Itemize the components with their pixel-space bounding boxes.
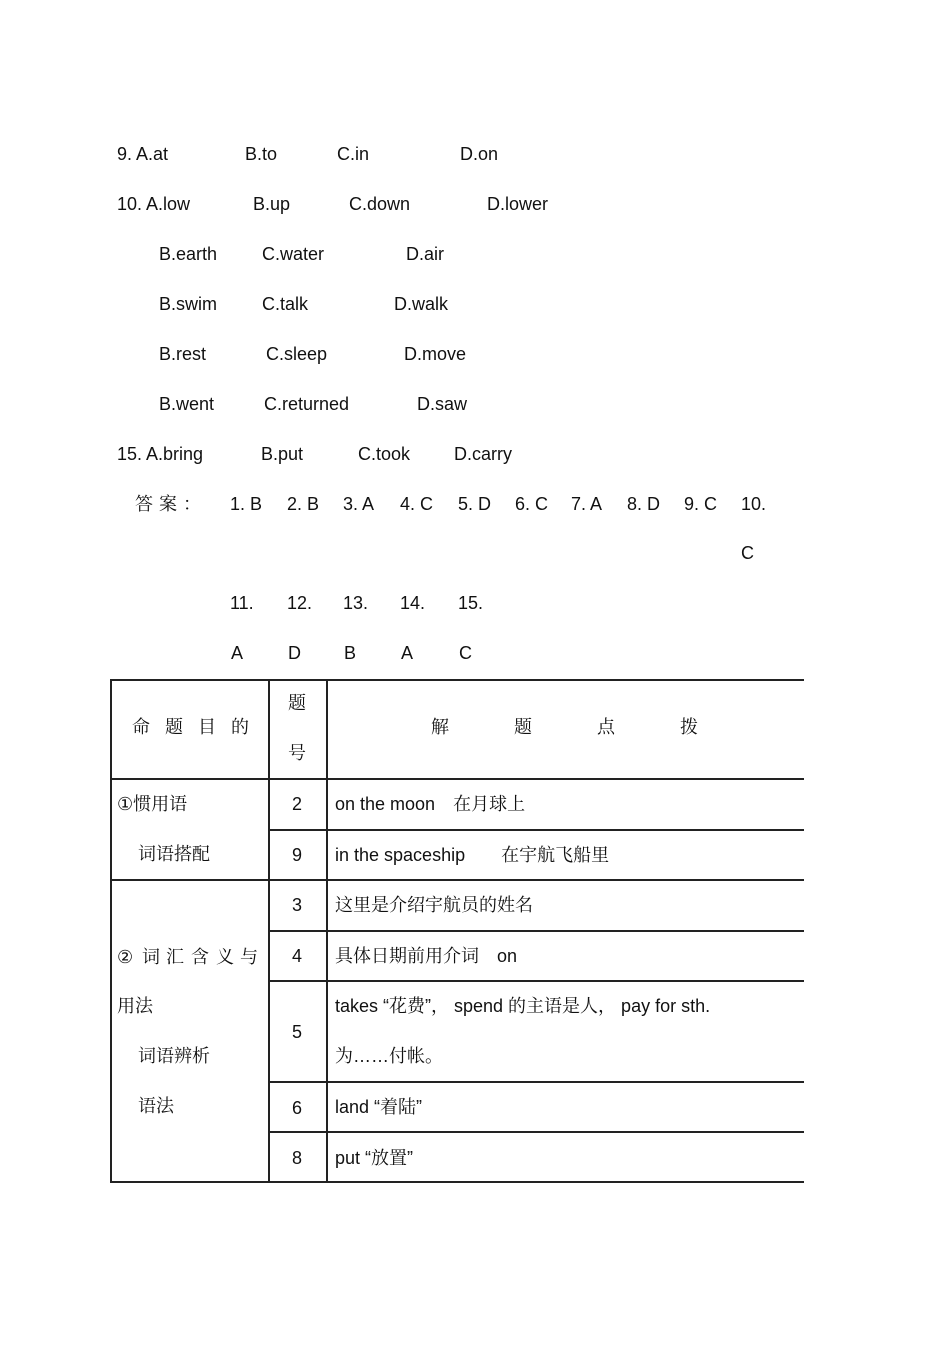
answer-item: 3. A bbox=[343, 494, 375, 514]
option-b: B.to bbox=[245, 144, 278, 164]
option-b: B.up bbox=[253, 194, 291, 214]
option-d: D.lower bbox=[487, 194, 549, 214]
header-char: 解 bbox=[431, 717, 449, 737]
purpose-label: ①惯用语 bbox=[117, 794, 188, 814]
purpose-label: 语法 bbox=[138, 1096, 174, 1116]
answer-letter: B bbox=[344, 643, 357, 663]
answer-letter: C bbox=[459, 643, 472, 663]
table-border bbox=[268, 679, 270, 1182]
header-char: 号 bbox=[288, 743, 306, 763]
header-char: 命 bbox=[132, 717, 150, 737]
answer-item: 1. B bbox=[230, 494, 263, 514]
option-c: C.water bbox=[262, 244, 325, 264]
analysis-text-cont: 为……付帐。 bbox=[335, 1046, 443, 1066]
table-border bbox=[110, 778, 804, 780]
purpose-char: ② bbox=[117, 947, 134, 967]
answer-letter: A bbox=[231, 643, 244, 663]
header-char: 的 bbox=[231, 717, 249, 737]
table-border bbox=[110, 679, 112, 1182]
answer-item-wrap: C bbox=[741, 543, 754, 563]
option-c: C.took bbox=[358, 444, 411, 464]
option-c: C.sleep bbox=[266, 344, 328, 364]
answer-letter: D bbox=[288, 643, 301, 663]
option-b: B.earth bbox=[159, 244, 218, 264]
header-char: 点 bbox=[597, 717, 615, 737]
table-border bbox=[268, 829, 804, 831]
answer-num: 15. bbox=[458, 593, 484, 613]
answer-item: 2. B bbox=[287, 494, 320, 514]
table-border bbox=[268, 980, 804, 982]
option-b: B.rest bbox=[159, 344, 207, 364]
answer-item: 10. bbox=[741, 494, 767, 514]
analysis-text: 这里是介绍宇航员的姓名 bbox=[335, 895, 533, 915]
answer-num: 13. bbox=[343, 593, 369, 613]
analysis-text: land “着陆” bbox=[335, 1097, 423, 1117]
table-border bbox=[110, 879, 804, 881]
purpose-char: 汇 bbox=[166, 947, 184, 967]
answer-item: 8. D bbox=[627, 494, 661, 514]
question-number: 3 bbox=[292, 895, 303, 915]
header-char: 目 bbox=[198, 717, 216, 737]
analysis-text: takes “花费”， spend 的主语是人， pay for sth. bbox=[335, 996, 711, 1016]
analysis-text: 具体日期前用介词 on bbox=[335, 946, 518, 966]
purpose-label: 词语搭配 bbox=[138, 844, 210, 864]
analysis-text: on the moon 在月球上 bbox=[335, 794, 526, 814]
answer-item: 6. C bbox=[515, 494, 549, 514]
question-number: 5 bbox=[292, 1022, 303, 1042]
option-c: C.talk bbox=[262, 294, 309, 314]
purpose-char: 词 bbox=[142, 947, 160, 967]
answer-item: 4. C bbox=[400, 494, 434, 514]
analysis-text: in the spaceship 在宇航飞船里 bbox=[335, 845, 610, 865]
option-d: D.on bbox=[460, 144, 499, 164]
option-a: 10. A.low bbox=[117, 194, 191, 214]
option-c: C.in bbox=[337, 144, 370, 164]
option-d: D.walk bbox=[394, 294, 449, 314]
header-char: 题 bbox=[288, 693, 306, 713]
analysis-text: put “放置” bbox=[335, 1148, 414, 1168]
purpose-char: 义 bbox=[216, 947, 234, 967]
option-d: D.carry bbox=[454, 444, 512, 464]
answer-item: 9. C bbox=[684, 494, 718, 514]
table-border bbox=[326, 679, 328, 1182]
purpose-char: 含 bbox=[191, 947, 209, 967]
analysis-table bbox=[110, 679, 804, 1182]
header-char: 题 bbox=[165, 717, 183, 737]
answer-letter: A bbox=[401, 643, 414, 663]
option-a: 9. A.at bbox=[117, 144, 169, 164]
option-b: B.swim bbox=[159, 294, 217, 314]
option-d: D.saw bbox=[417, 394, 468, 414]
table-border bbox=[110, 1181, 804, 1183]
purpose-label: 用法 bbox=[117, 996, 153, 1016]
option-c: C.returned bbox=[264, 394, 350, 414]
question-number: 2 bbox=[292, 794, 303, 814]
purpose-char: 与 bbox=[240, 947, 258, 967]
option-c: C.down bbox=[349, 194, 411, 214]
question-number: 8 bbox=[292, 1148, 303, 1168]
question-number: 4 bbox=[292, 946, 303, 966]
answer-item: 5. D bbox=[458, 494, 492, 514]
answer-num: 12. bbox=[287, 593, 313, 613]
table-border bbox=[110, 679, 804, 681]
table-border bbox=[268, 1131, 804, 1133]
option-a: 15. A.bring bbox=[117, 444, 204, 464]
option-b: B.went bbox=[159, 394, 215, 414]
option-d: D.air bbox=[406, 244, 445, 264]
option-d: D.move bbox=[404, 344, 467, 364]
question-number: 6 bbox=[292, 1098, 303, 1118]
header-char: 题 bbox=[514, 717, 532, 737]
answer-num: 11. bbox=[230, 593, 254, 613]
question-number: 9 bbox=[292, 845, 303, 865]
table-border bbox=[268, 1081, 804, 1083]
answer-num: 14. bbox=[400, 593, 426, 613]
purpose-label: 词语辨析 bbox=[138, 1046, 210, 1066]
answer-item: 7. A bbox=[571, 494, 603, 514]
option-b: B.put bbox=[261, 444, 304, 464]
answer-label: 答案： bbox=[135, 494, 207, 514]
table-border bbox=[268, 930, 804, 932]
header-char: 拨 bbox=[680, 717, 698, 737]
